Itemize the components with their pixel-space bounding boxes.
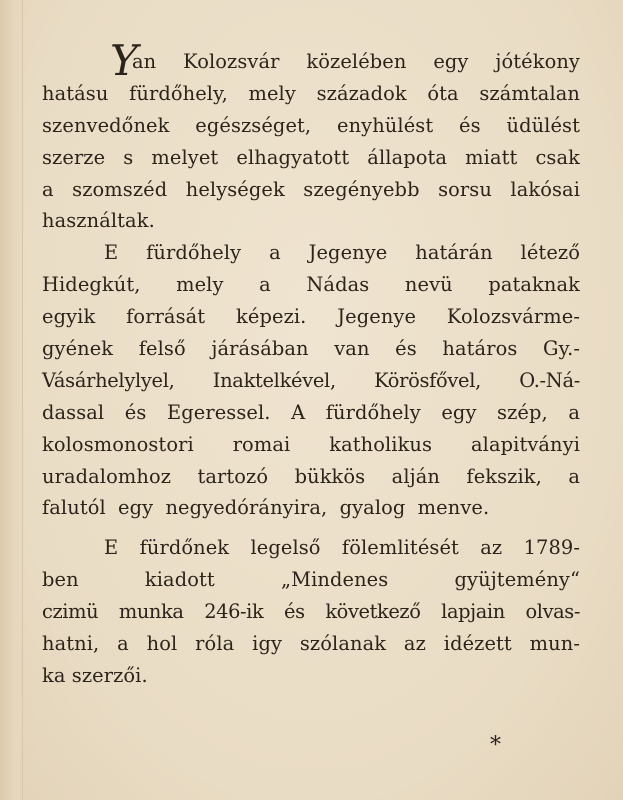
- text-line: [42, 110, 580, 142]
- text-line: [42, 628, 580, 660]
- line-text: an Kolozsvár közelében egy jótékony: [132, 50, 580, 73]
- line-text: kolosmonostori romai katholikus alapitványi: [42, 432, 580, 456]
- text-line: [42, 269, 580, 301]
- line-text: Vásárhelylyel, Inaktelkével, Körösfővel, O.-Ná-: [42, 368, 580, 392]
- text-line: [42, 205, 580, 237]
- text-line: [42, 532, 580, 564]
- text-line: [42, 660, 580, 692]
- text-line: [42, 397, 580, 429]
- line-text: használtak.: [42, 209, 155, 233]
- line-text: szenvedőnek egészséget, enyhülést és üdülést: [42, 113, 580, 137]
- text-line: [42, 174, 580, 206]
- line-text: Hidegkút, mely a Nádas nevü pataknak: [42, 273, 580, 297]
- footnote-asterisk: *: [490, 733, 501, 758]
- page-fold-line: [22, 0, 23, 800]
- line-text: a szomszéd helységek szegényebb sorsu lakósai: [42, 177, 580, 201]
- text-line: [42, 564, 580, 596]
- text-line: [42, 429, 580, 461]
- line-text: dassal és Egeressel. A fürdőhely egy szép, a: [42, 400, 580, 424]
- line-text: ka szerzői.: [42, 663, 148, 687]
- line-text: falutól egy negyedórányira, gyalog menve.: [42, 496, 490, 520]
- line-text: gyének felső járásában van és határos Gy.-: [42, 337, 580, 361]
- text-line: [42, 461, 580, 493]
- text-line: [42, 333, 580, 365]
- text-line: [42, 596, 580, 628]
- text-line: [42, 36, 580, 85]
- line-text: egyik forrását képezi. Jegenye Kolozsvárme-: [42, 305, 580, 329]
- line-text: E fürdőhely a Jegenye határán létező: [104, 241, 580, 265]
- line-text: E fürdőnek legelső fölemlitését az 1789-: [104, 536, 580, 560]
- paragraph-gap: [42, 524, 580, 532]
- text-line: [42, 142, 580, 174]
- line-text: czimü munka 246-ik és következő lapjain olvas-: [42, 600, 580, 624]
- line-text: szerze s melyet elhagyatott állapota miatt csak: [42, 145, 580, 169]
- drop-cap: Y: [110, 36, 138, 85]
- line-text: hatni, a hol róla igy szólanak az idézett mun-: [42, 632, 580, 656]
- text-line: [42, 237, 580, 269]
- text-line: [42, 301, 580, 333]
- text-line: [42, 492, 580, 524]
- line-text: uradalomhoz tartozó bükkös alján fekszik, a: [42, 464, 580, 488]
- body-text: [42, 36, 580, 692]
- line-text: hatásu fürdőhely, mely századok óta számtalan: [42, 81, 580, 105]
- text-line: [42, 365, 580, 397]
- line-text: ben kiadott „Mindenes gyüjtemény“: [42, 568, 580, 592]
